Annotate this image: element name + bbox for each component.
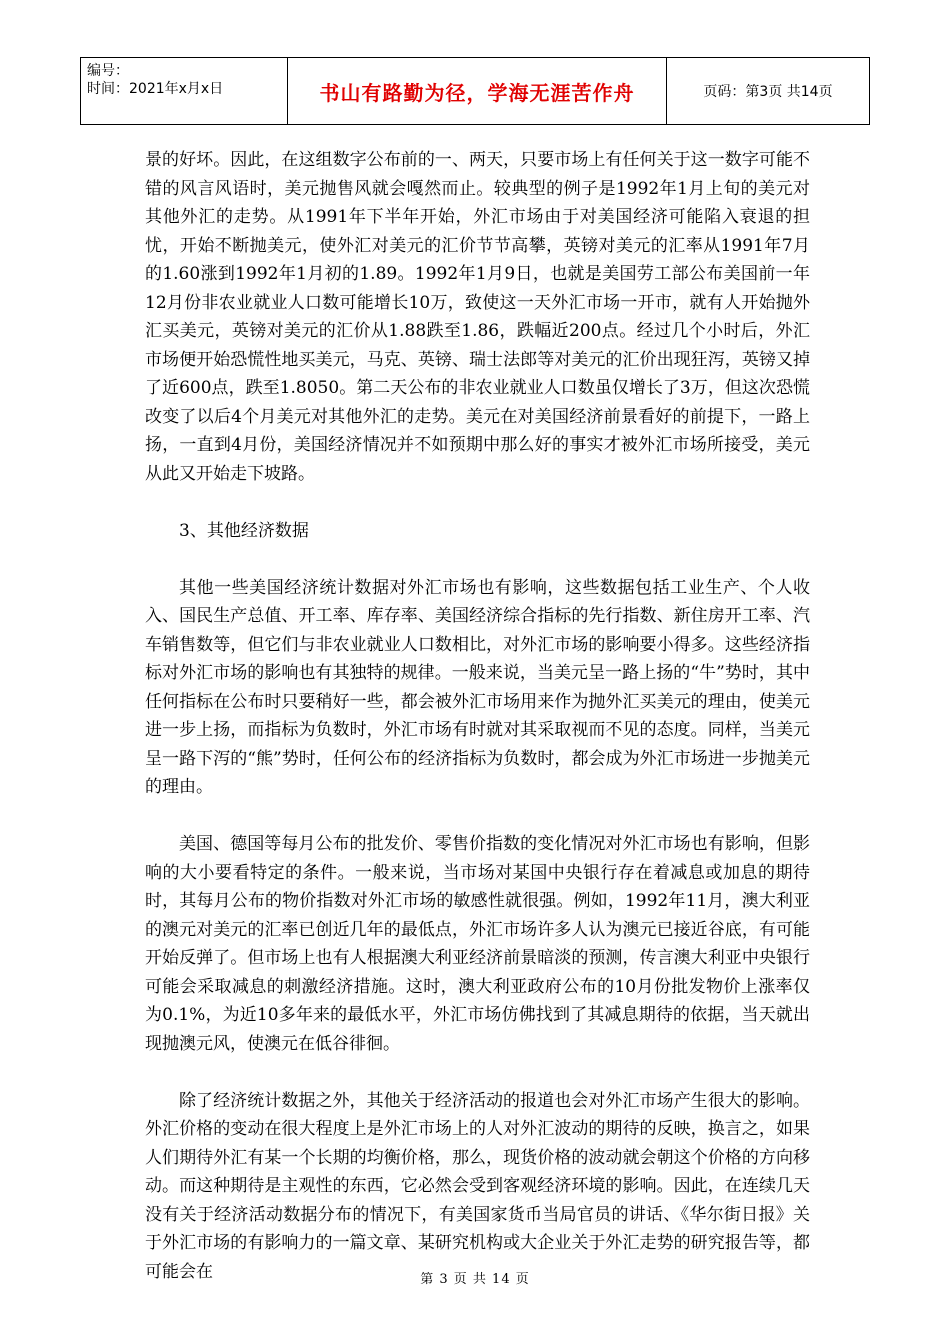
section-heading: 3、其他经济数据 (179, 520, 309, 541)
paragraph-1: 景的好坏。因此，在这组数字公布前的一、两天，只要市场上有任何关于这一数字可能不错的风言风语时，美元抛售风就会嘎然而止。较典型的例子是1992年1月上旬的美元对其他外汇的走势。从1991年下半年开始，外汇市场由于对美国经济可能陷入衰退的担忧，开始不断抛美元，使外汇对美元的汇价节节高攀，英镑对美元的汇率从1991年7月的1.60涨到1992年1月初的1.89。1992年1月9日，也就是美国劳工部公布美国前一年12月份非农业就业人口数可能增长10万，致使这一天外汇市场一开市，就有人开始抛外汇买美元，英镑对美元的汇价从1.88跌至1.86，跌幅近200点。经过几个小时后，外汇市场便开始恐慌性地买美元，马克、英镑、瑞士法郎等对美元的汇价出现狂泻，英镑又掉了近600点，跌至1.8050。第二天公布的非农业就业人口数虽仅增长了3万，但这次恐慌改变了以后4个月美元对其他外汇的走势。美元在对美国经济前景看好的前提下，一路上扬，一直到4月份，美国经济情况并不如预期中那么好的事实才被外汇市场所接受，美元从此又开始走下坡路。 (145, 150, 810, 484)
document-body (145, 146, 810, 1315)
date-label: 时间：2021年x月x日 (87, 81, 224, 97)
header-page-info: 页码：第3页 共14页 (667, 58, 870, 125)
paragraph-2: 其他一些美国经济统计数据对外汇市场也有影响，这些数据包括工业生产、个人收入、国民生产总值、开工率、库存率、美国经济综合指标的先行指数、新住房开工率、汽车销售数等，但它们与非农业就业人口数相比，对外汇市场的影响要小得多。这些经济指标对外汇市场的影响也有其独特的规律。一般来说，当美元呈一路上扬的“牛”势时，其中任何指标在公布时只要稍好一些，都会被外汇市场用来作为抛外汇买美元的理由，使美元进一步上扬，而指标为负数时，外汇市场有时就对其采取视而不见的态度。同样，当美元呈一路下泻的“熊”势时，任何公布的经济指标为负数时，都会成为外汇市场进一步抛美元的理由。 (145, 577, 810, 797)
header-meta-cell (81, 58, 288, 125)
page-footer: 第 3 页 共 14 页 (420, 1272, 530, 1287)
paragraph-3: 美国、德国等每月公布的批发价、零售价指数的变化情况对外汇市场也有影响，但影响的大小要看特定的条件。一般来说，当市场对某国中央银行存在着减息或加息的期待时，其每月公布的物价指数对外汇市场的敏感性就很强。例如，1992年11月，澳大利亚的澳元对美元的汇率已创近几年的最低点，外汇市场许多人认为澳元已接近谷底，有可能开始反弹了。但市场上也有人根据澳大利亚经济前景暗淡的预测，传言澳大利亚中央银行可能会采取减息的刺激经济措施。这时，澳大利亚政府公布的10月份批发物价上涨率仅为0.1%，为近10多年来的最低水平，外汇市场仿佛找到了其减息期待的依据，当天就出现抛澳元风，使澳元在低谷徘徊。 (145, 834, 810, 1054)
document-header (80, 57, 870, 125)
header-motto: 书山有路勤为径，学海无涯苦作舟 (288, 58, 667, 125)
paragraph-4: 除了经济统计数据之外，其他关于经济活动的报道也会对外汇市场产生很大的影响。外汇价格的变动在很大程度上是外汇市场上的人对外汇波动的期待的反映，换言之，如果人们期待外汇有某一个长期的均衡价格，那么，现货价格的波动就会朝这个价格的方向移动。而这种期待是主观性的东西，它必然会受到客观经济环境的影响。因此，在连续几天没有关于经济活动数据分布的情况下，有美国家货币当局官员的讲话、《华尔街日报》关于外汇市场的有影响力的一篇文章、某研究机构或大企业关于外汇走势的研究报告等，都可能会在 (145, 1090, 810, 1282)
number-label: 编号： (87, 63, 129, 79)
